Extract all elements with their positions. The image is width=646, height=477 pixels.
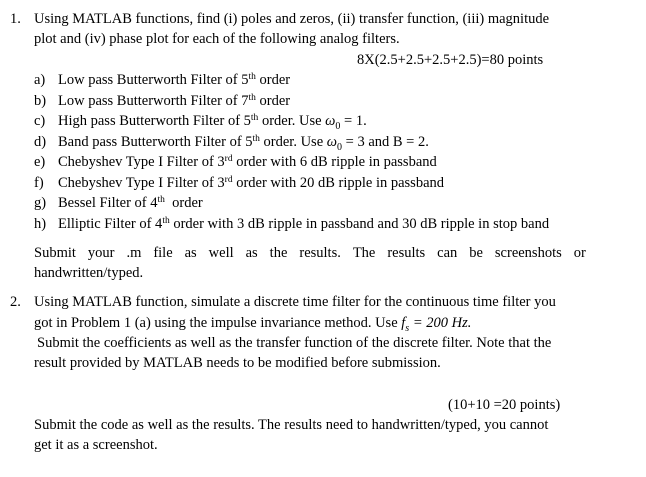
item-h-label: h) bbox=[34, 216, 47, 232]
item-d-label: d) bbox=[34, 134, 47, 150]
question-2-points: (10+10 =20 points) bbox=[448, 397, 561, 413]
item-c-label: c) bbox=[34, 113, 46, 129]
item-e: Chebyshev Type I Filter of 3rd order with 6 dB ripple in passband bbox=[58, 154, 437, 170]
question-2-line-3: Submit the coefficients as well as the transfer function of the discrete filter. Note that the bbox=[37, 335, 552, 351]
question-2-line-5: Submit the code as well as the results. The results need to handwritten/typed, you cannot bbox=[34, 417, 549, 433]
item-a: Low pass Butterworth Filter of 5th order bbox=[58, 72, 291, 88]
item-a-label: a) bbox=[34, 72, 46, 88]
question-2-line-6: get it as a screenshot. bbox=[34, 437, 158, 453]
question-2-number: 2. bbox=[10, 294, 21, 310]
item-g-label: g) bbox=[34, 195, 47, 211]
question-1-line-1: Using MATLAB functions, find (i) poles and zeros, (ii) transfer function, (iii) magnitude bbox=[34, 11, 550, 27]
item-e-label: e) bbox=[34, 154, 46, 170]
question-1-submit-line-1: Submit your .m file as well as the results. The results can be screenshots or bbox=[34, 245, 586, 261]
item-d: Band pass Butterworth Filter of 5th order. Use $\omega_0 = 3$ and B = 2. bbox=[58, 134, 429, 153]
item-f: Chebyshev Type I Filter of 3rd order with 20 dB ripple in passband bbox=[58, 175, 445, 191]
item-h: Elliptic Filter of 4th order with 3 dB ripple in passband and 30 dB ripple in stop band bbox=[58, 216, 550, 232]
question-1-line-2: plot and (iv) phase plot for each of the following analog filters. bbox=[34, 31, 400, 47]
question-2-line-4: result provided by MATLAB needs to be modified before submission. bbox=[34, 355, 441, 371]
question-1-number: 1. bbox=[10, 11, 21, 27]
item-b: Low pass Butterworth Filter of 7th order bbox=[58, 93, 291, 109]
question-2-line-2: got in Problem 1 (a) using the impulse invariance method. Use $f_s = 200$ Hz. bbox=[34, 315, 472, 334]
item-b-label: b) bbox=[34, 93, 47, 109]
question-2-line-1: Using MATLAB function, simulate a discrete time filter for the continuous time filter you bbox=[34, 294, 556, 310]
question-1-points: 8X(2.5+2.5+2.5+2.5)=80 points bbox=[357, 52, 544, 68]
question-1-submit-line-2: handwritten/typed. bbox=[34, 265, 144, 281]
item-c: High pass Butterworth Filter of 5th order. Use $\omega_0 = 1$. bbox=[58, 113, 367, 132]
item-g: Bessel Filter of 4th order bbox=[58, 195, 203, 211]
item-f-label: f) bbox=[34, 175, 44, 191]
